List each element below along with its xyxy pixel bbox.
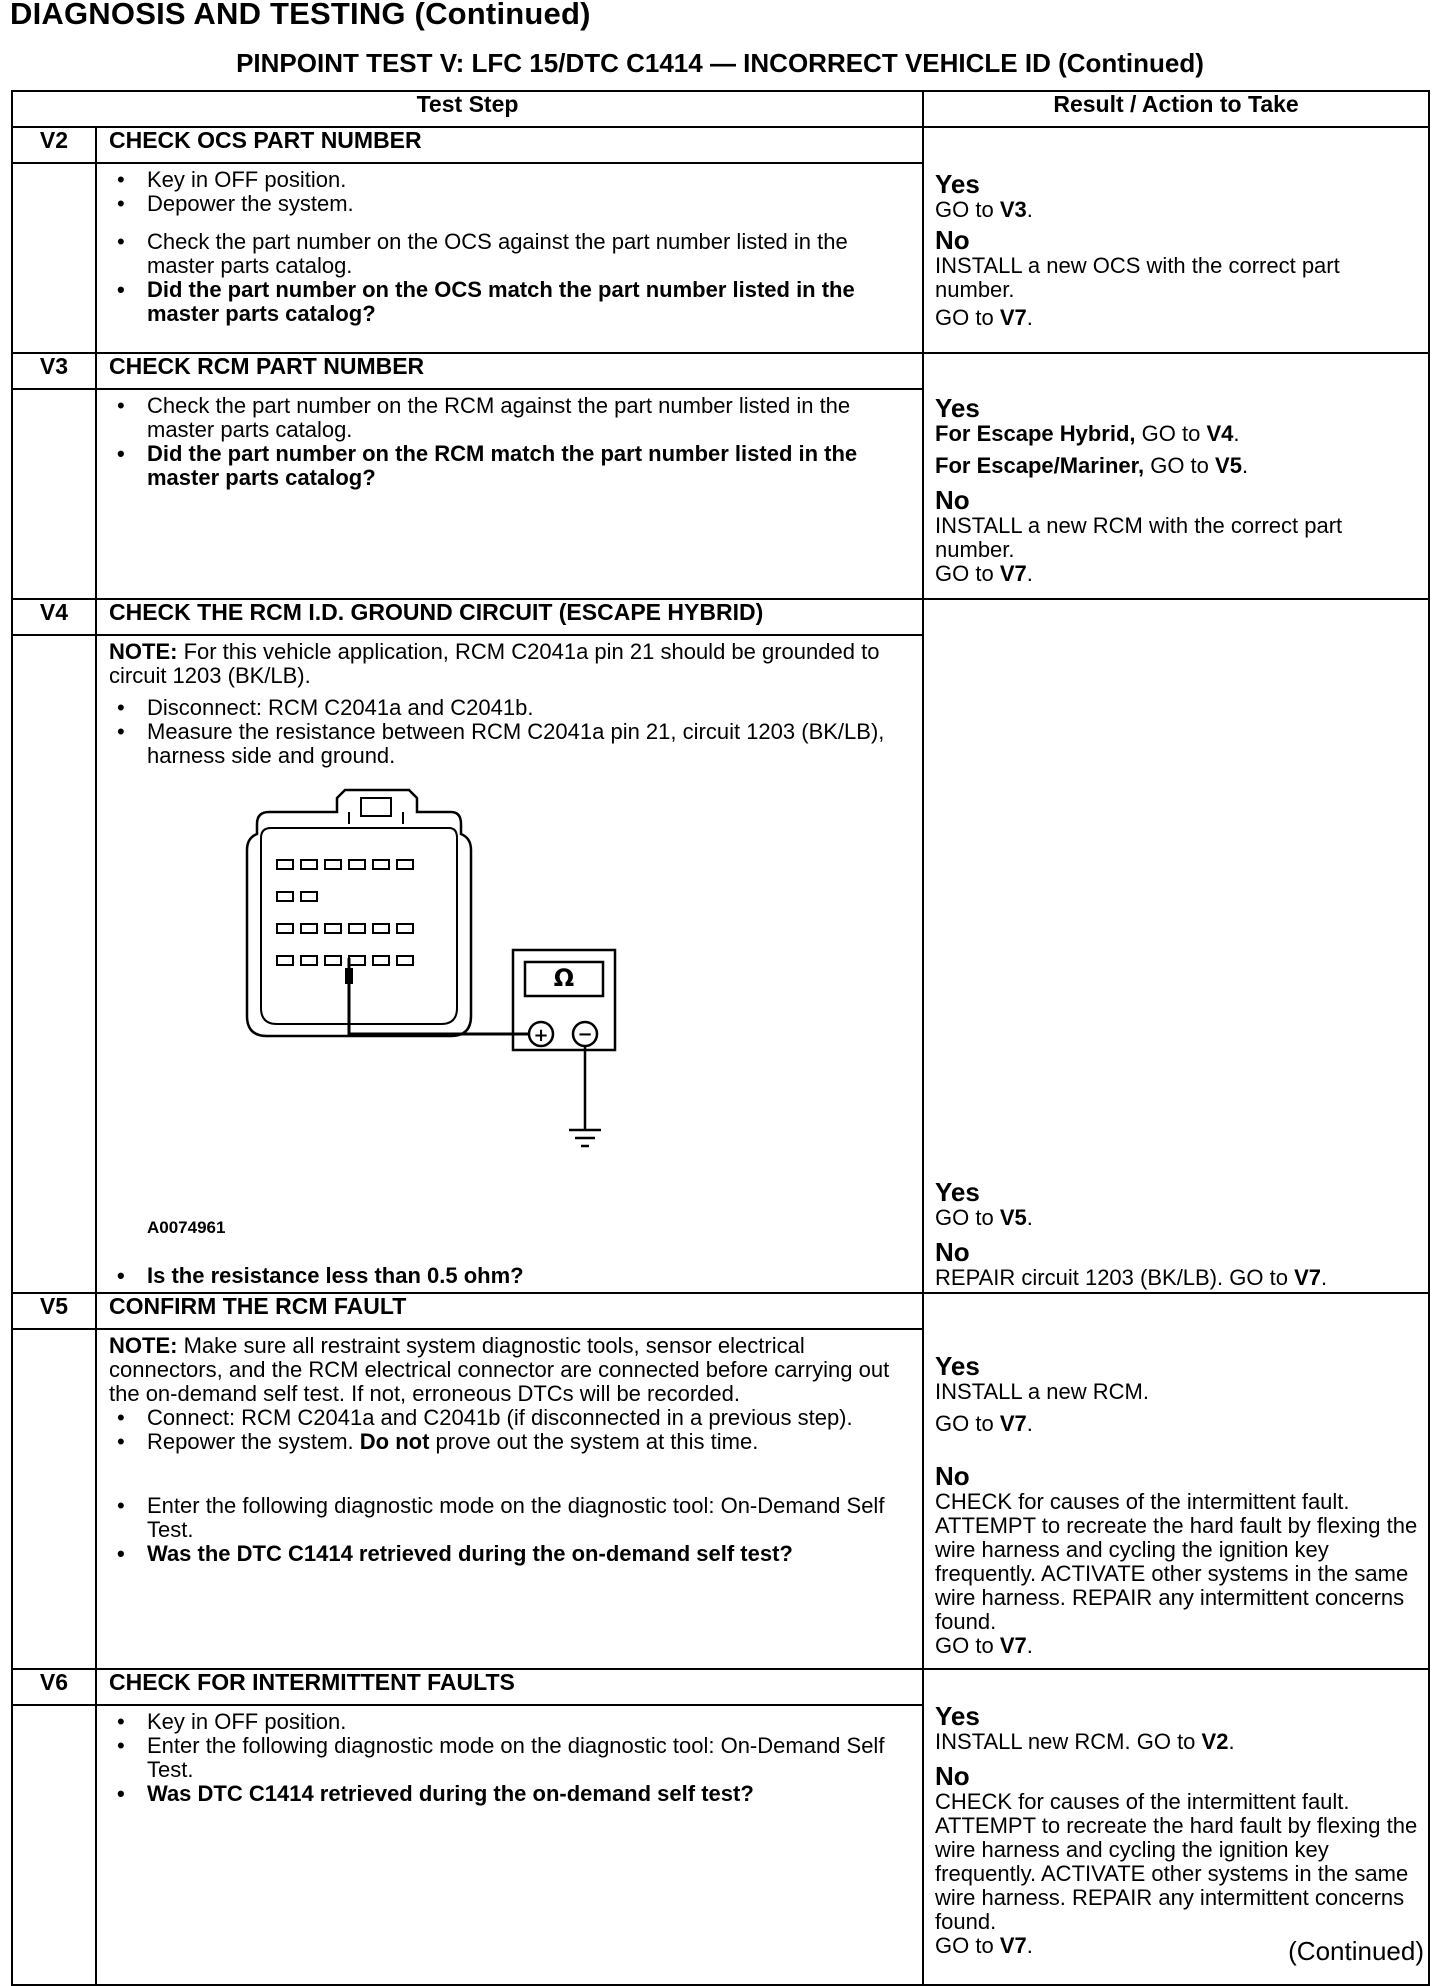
result-no-action: INSTALL a new RCM with the correct part number.	[935, 513, 1343, 562]
step-id-v3: V3	[12, 353, 96, 389]
result-no-goto: GO to V7.	[935, 561, 1033, 586]
step-bullet: • Enter the following diagnostic mode on the diagnostic tool: On-Demand Self Test.	[109, 1734, 906, 1782]
result-no-goto: GO to V7.	[935, 1933, 1033, 1958]
step-v5-header-row	[12, 1293, 1429, 1329]
step-bullet: • Enter the following diagnostic mode on the diagnostic tool: On-Demand Self Test.	[109, 1494, 906, 1542]
step-v2-blank	[12, 163, 96, 353]
step-heading-v6: CHECK FOR INTERMITTENT FAULTS	[96, 1669, 923, 1705]
result-no-goto: GO to V7.	[935, 1633, 1033, 1658]
result-yes-action: INSTALL new RCM. GO to V2.	[935, 1729, 1235, 1754]
result-yes-mariner: For Escape/Mariner, GO to V5.	[935, 453, 1249, 478]
step-question: • Was the DTC C1414 retrieved during the on-demand self test?	[109, 1542, 906, 1566]
step-heading-v3: CHECK RCM PART NUMBER	[96, 353, 923, 389]
result-yes-action: INSTALL a new RCM.	[935, 1379, 1149, 1404]
step-v2-body	[96, 163, 923, 353]
step-v6-blank	[12, 1705, 96, 1985]
step-question: • Did the part number on the RCM match the part number listed in the master parts catalog?	[109, 442, 906, 490]
step-v3-header-row	[12, 353, 1429, 389]
figure-id: A0074961	[147, 1218, 226, 1237]
step-v4-blank	[12, 635, 96, 1293]
step-bullet: • Connect: RCM C2041a and C2041b (if disconnected in a previous step).	[109, 1406, 906, 1430]
result-yes-label: Yes	[935, 393, 980, 423]
step-question: • Did the part number on the OCS match the part number listed in the master parts catalog?	[109, 278, 906, 326]
step-v3-body	[96, 389, 923, 599]
step-bullet: • Key in OFF position.	[109, 168, 906, 192]
step-question: • Was DTC C1414 retrieved during the on-demand self test?	[109, 1782, 906, 1806]
result-yes-label: Yes	[935, 1701, 980, 1731]
connector-diagram-svg	[109, 768, 669, 1198]
step-bullet: • Key in OFF position.	[109, 1710, 906, 1734]
step-v3-blank	[12, 389, 96, 599]
result-no-label: No	[935, 225, 970, 255]
page-title: DIAGNOSIS AND TESTING (Continued)	[10, 0, 591, 31]
ground-icon	[569, 1130, 601, 1146]
step-id-v2: V2	[12, 127, 96, 163]
result-no-action: CHECK for causes of the intermittent fault. ATTEMPT to recreate the hard fault by flexing the wire harness and cycling the ignition key frequently. ACTIVATE other systems in the same wire harness. REPAIR any intermittent concerns found.	[935, 1789, 1418, 1934]
result-cell-v2	[923, 127, 1429, 353]
result-no-goto: GO to V7.	[935, 305, 1033, 330]
step-bullet: • Check the part number on the RCM against the part number listed in the master parts catalog.	[109, 394, 906, 442]
pinpoint-test-title: PINPOINT TEST V: LFC 15/DTC C1414 — INCORRECT VEHICLE ID (Continued)	[236, 48, 1204, 78]
step-bullet: • Measure the resistance between RCM C2041a pin 21, circuit 1203 (BK/LB), harness side and ground.	[109, 720, 906, 768]
minus-symbol: −	[577, 1024, 593, 1045]
step-id-v4: V4	[12, 599, 96, 635]
result-no-label: No	[935, 485, 970, 515]
step-note: NOTE: For this vehicle application, RCM C2041a pin 21 should be grounded to circuit 1203 (BK/LB).	[109, 639, 880, 688]
result-no-label: No	[935, 1461, 970, 1491]
pinpoint-test-table	[11, 90, 1430, 1986]
result-no-label: No	[935, 1761, 970, 1791]
step-v6-body	[96, 1705, 923, 1985]
step-bullet: • Depower the system.	[109, 192, 906, 216]
column-header-result: Result / Action to Take	[923, 91, 1429, 127]
step-id-v6: V6	[12, 1669, 96, 1705]
result-yes-label: Yes	[935, 1351, 980, 1381]
step-heading-v2: CHECK OCS PART NUMBER	[96, 127, 923, 163]
result-no-action: INSTALL a new OCS with the correct part number.	[935, 253, 1340, 302]
step-bullet: • Repower the system. Do not prove out the system at this time.	[109, 1430, 906, 1454]
column-header-test-step: Test Step	[12, 91, 923, 127]
connector-diagram	[109, 768, 906, 1208]
step-note: NOTE: Make sure all restraint system diagnostic tools, sensor electrical connectors, and the RCM electrical connector are connected before carrying out the on-demand self test. If not, erroneous DTCs will be recorded.	[109, 1333, 890, 1406]
result-yes-goto: GO to V7.	[935, 1411, 1033, 1436]
result-cell-v3	[923, 353, 1429, 599]
step-bullet: • Disconnect: RCM C2041a and C2041b.	[109, 696, 906, 720]
result-yes-hybrid: For Escape Hybrid, GO to V4.	[935, 421, 1240, 446]
step-question: • Is the resistance less than 0.5 ohm?	[109, 1264, 906, 1288]
step-heading-v5: CONFIRM THE RCM FAULT	[96, 1293, 923, 1329]
result-cell-v4	[923, 599, 1429, 1293]
step-bullet: • Check the part number on the OCS against the part number listed in the master parts catalog.	[109, 230, 906, 278]
step-id-v5: V5	[12, 1293, 96, 1329]
table-header-row	[12, 91, 1429, 127]
plus-symbol: +	[533, 1025, 549, 1046]
result-no-action: REPAIR circuit 1203 (BK/LB). GO to V7.	[935, 1265, 1328, 1290]
step-v6-header-row	[12, 1669, 1429, 1705]
ohm-symbol: Ω	[553, 964, 575, 992]
result-yes-label: Yes	[935, 169, 980, 199]
step-v4-header-row	[12, 599, 1429, 635]
step-heading-v4: CHECK THE RCM I.D. GROUND CIRCUIT (ESCAPE HYBRID)	[96, 599, 923, 635]
step-v2-header-row	[12, 127, 1429, 163]
step-v5-body	[96, 1329, 923, 1669]
result-no-action: CHECK for causes of the intermittent fault. ATTEMPT to recreate the hard fault by flexing the wire harness and cycling the ignition key frequently. ACTIVATE other systems in the same wire harness. REPAIR any intermittent concerns found.	[935, 1489, 1418, 1634]
continued-label: (Continued)	[1288, 1936, 1424, 1966]
result-cell-v5	[923, 1293, 1429, 1669]
step-v5-blank	[12, 1329, 96, 1669]
result-yes-label: Yes	[935, 1177, 980, 1207]
result-no-label: No	[935, 1237, 970, 1267]
step-v4-body	[96, 635, 923, 1293]
result-yes-action: GO to V3.	[935, 197, 1033, 222]
result-yes-action: GO to V5.	[935, 1205, 1033, 1230]
